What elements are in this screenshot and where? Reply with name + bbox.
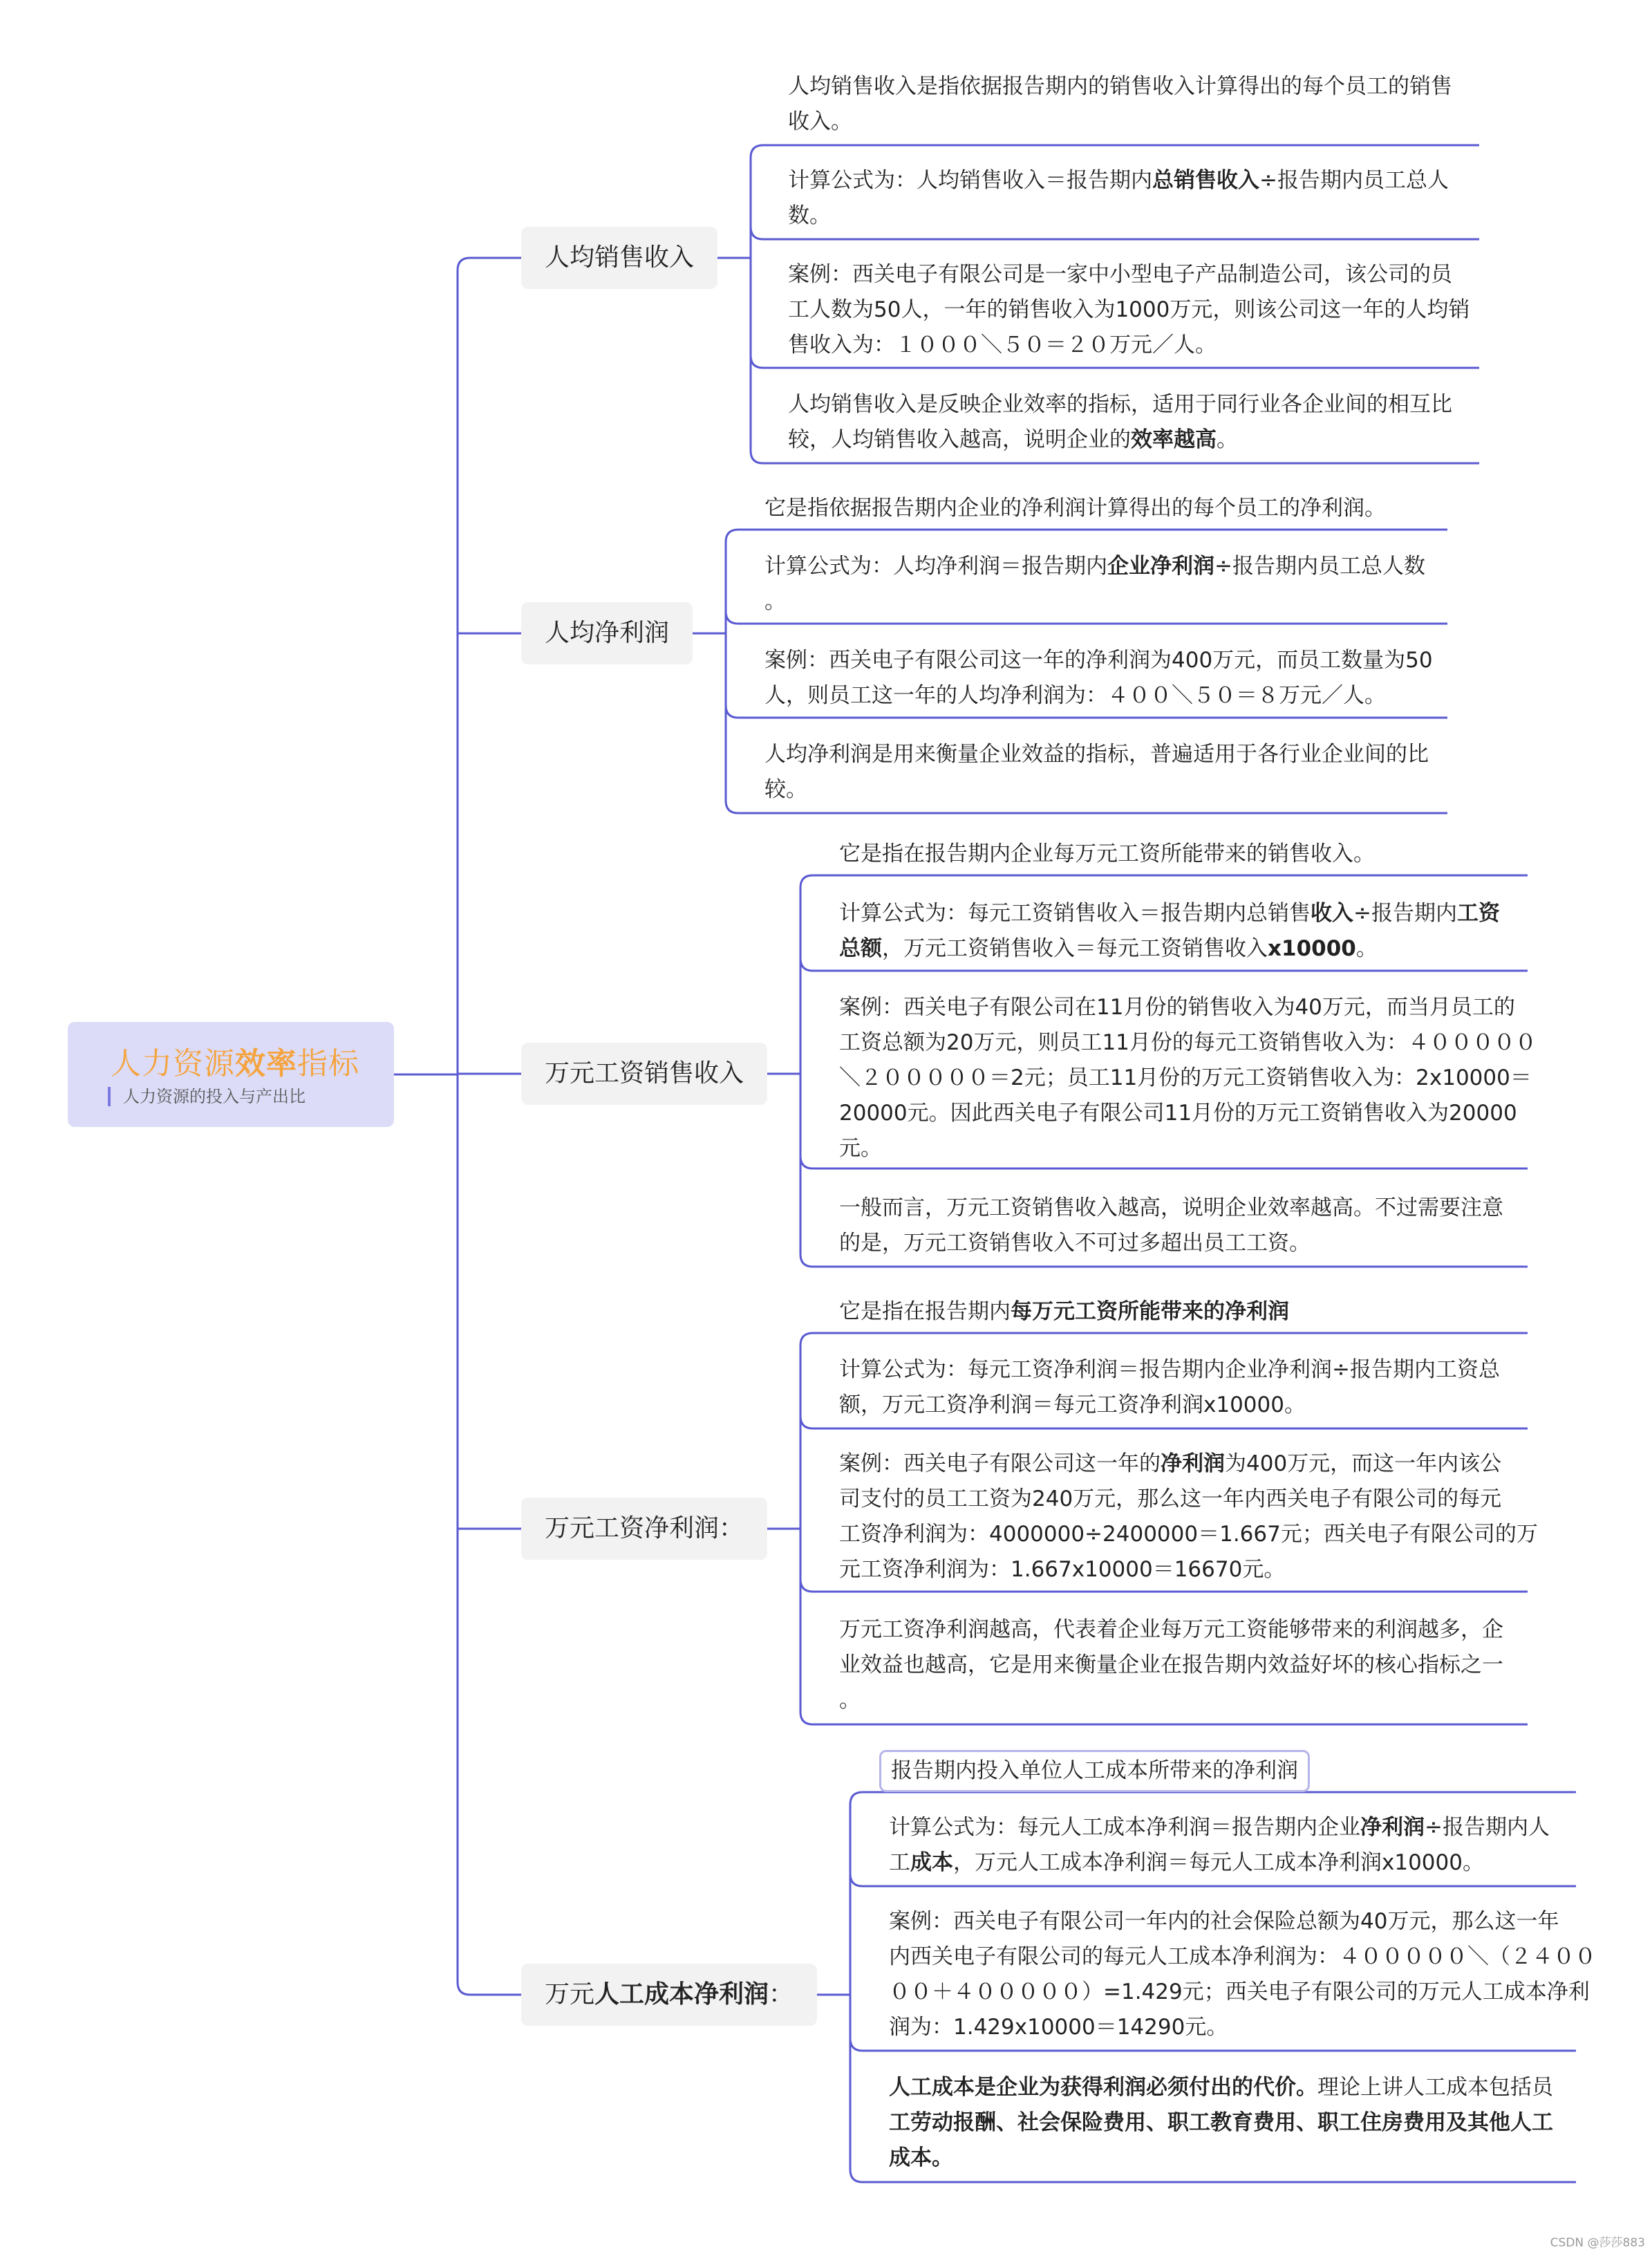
leaf-wage-profit-example: 案例：西关电子有限公司这一年的净利润为400万元，而这一年内该公 司支付的员工工资为240万元，那么这一年内西关电子有限公司的每元 工资净利润为：4000000÷2400000＝1.667元；西关电子有限公司的万 元工资净利润为：1.667x10000＝16670元。 <box>839 1451 1538 1582</box>
root-note: 人力资源的投入与产出比 <box>108 1087 306 1106</box>
leaf-per-capita-sales-formula: 计算公式为：人均销售收入＝报告期内总销售收入÷报告期内员工总人 数。 <box>788 168 1449 228</box>
leaf-per-capita-profit-summary: 人均净利润是用来衡量企业效益的指标，普遍适用于各行业企业间的比 较。 <box>764 742 1429 802</box>
leaf-labor-profit-formula: 计算公式为：每元人工成本净利润＝报告期内企业净利润÷报告期内人 工成本，万元人工成本净利润＝每元人工成本净利润x10000。 <box>889 1815 1550 1875</box>
leaf-per-capita-sales-example: 案例：西关电子有限公司是一家中小型电子产品制造公司，该公司的员 工人数为50人，一年的销售收入为1000万元，则该公司这一年的人均销 售收入为：１０００＼５０＝２０万元／人。 <box>788 262 1470 357</box>
leaf-labor-profit-summary: 人工成本是企业为获得利润必须付出的代价。理论上讲人工成本包括员 工劳动报酬、社会保险费用、职工教育费用、职工住房费用及其他人工 成本。 <box>889 2075 1553 2170</box>
leaf-per-capita-profit-example: 案例：西关电子有限公司这一年的净利润为400万元，而员工数量为50 人，则员工这一年的人均净利润为：４００＼５０＝８万元／人。 <box>764 648 1433 708</box>
leaf-per-capita-sales-summary: 人均销售收入是反映企业效率的指标，适用于同行业各企业间的相互比 较，人均销售收入越高，说明企业的效率越高。 <box>788 392 1452 452</box>
leaf-labor-profit-example: 案例：西关电子有限公司一年内的社会保险总额为40万元，那么这一年 内西关电子有限公司的每元人工成本净利润为：４０００００＼（２４００ ００＋４０００００）=1.429元；西关电子有限公司的万元人工成本净利 润为：1.429x10000＝14290元。 <box>889 1909 1596 2040</box>
topic-per-capita-net-profit[interactable]: 人均净利润 <box>521 602 693 664</box>
leaf-wage-sales-definition: 它是指在报告期内企业每万元工资所能带来的销售收入。 <box>839 841 1375 866</box>
leaf-wage-profit-formula: 计算公式为：每元工资净利润＝报告期内企业净利润÷报告期内工资总 额，万元工资净利润＝每元工资净利润x10000。 <box>839 1357 1500 1417</box>
leaf-wage-sales-summary: 一般而言，万元工资销售收入越高，说明企业效率越高。不过需要注意 的是，万元工资销售收入不可过多超出员工工资。 <box>839 1195 1503 1256</box>
connector-branch-4 <box>458 1982 521 1995</box>
topic-net-profit-per-10k-labor-cost[interactable]: 万元人工成本净利润： <box>521 1964 817 2026</box>
connector-leaves-2-item-0 <box>800 875 1528 888</box>
topic-per-capita-sales[interactable]: 人均销售收入 <box>521 227 717 289</box>
leaf-per-capita-sales-definition: 人均销售收入是指依据报告期内的销售收入计算得出的每个员工的销售 收入。 <box>788 74 1452 134</box>
root-title: 人力资源效率指标 <box>111 1046 359 1081</box>
connector-leaves-4-item-0 <box>850 1792 1576 1805</box>
watermark: CSDN @莎莎883 <box>1550 2236 1645 2250</box>
leaf-per-capita-profit-definition: 它是指依据报告期内企业的净利润计算得出的每个员工的净利润。 <box>764 496 1386 521</box>
connector-leaves-0-item-0 <box>751 145 1479 158</box>
leaf-wage-sales-example: 案例：西关电子有限公司在11月份的销售收入为40万元，而当月员工的 工资总额为20万元，则员工11月份的每元工资销售收入为：４０００００ ＼２０００００＝2元；员工11月份的万元工资销售收入为：2x10000＝ 20000元。因此西关电子有限公司11月份的万元工资销售收入为20000 元。 <box>839 995 1537 1161</box>
connector-leaves-1-item-0 <box>726 530 1447 542</box>
leaf-wage-profit-definition: 它是指在报告期内每万元工资所能带来的净利润 <box>839 1299 1289 1324</box>
leaf-per-capita-profit-formula: 计算公式为：人均净利润＝报告期内企业净利润÷报告期内员工总人数 。 <box>764 554 1425 614</box>
topic-net-profit-per-10k-wage[interactable]: 万元工资净利润： <box>521 1498 767 1560</box>
leaf-wage-sales-formula: 计算公式为：每元工资销售收入＝报告期内总销售收入÷报告期内工资 总额，万元工资销售收入＝每元工资销售收入x10000。 <box>839 901 1500 961</box>
connector-leaves-3-item-0 <box>800 1333 1528 1345</box>
leaf-labor-profit-definition: 报告期内投入单位人工成本所带来的净利润 <box>879 1750 1310 1792</box>
connector-branch-0 <box>458 258 521 270</box>
root-node[interactable] <box>68 1022 394 1127</box>
topic-sales-per-10k-wage[interactable]: 万元工资销售收入 <box>521 1043 767 1105</box>
leaf-wage-profit-summary: 万元工资净利润越高，代表着企业每万元工资能够带来的利润越多，企 业效益也越高，它是用来衡量企业在报告期内效益好坏的核心指标之一 。 <box>839 1617 1503 1713</box>
